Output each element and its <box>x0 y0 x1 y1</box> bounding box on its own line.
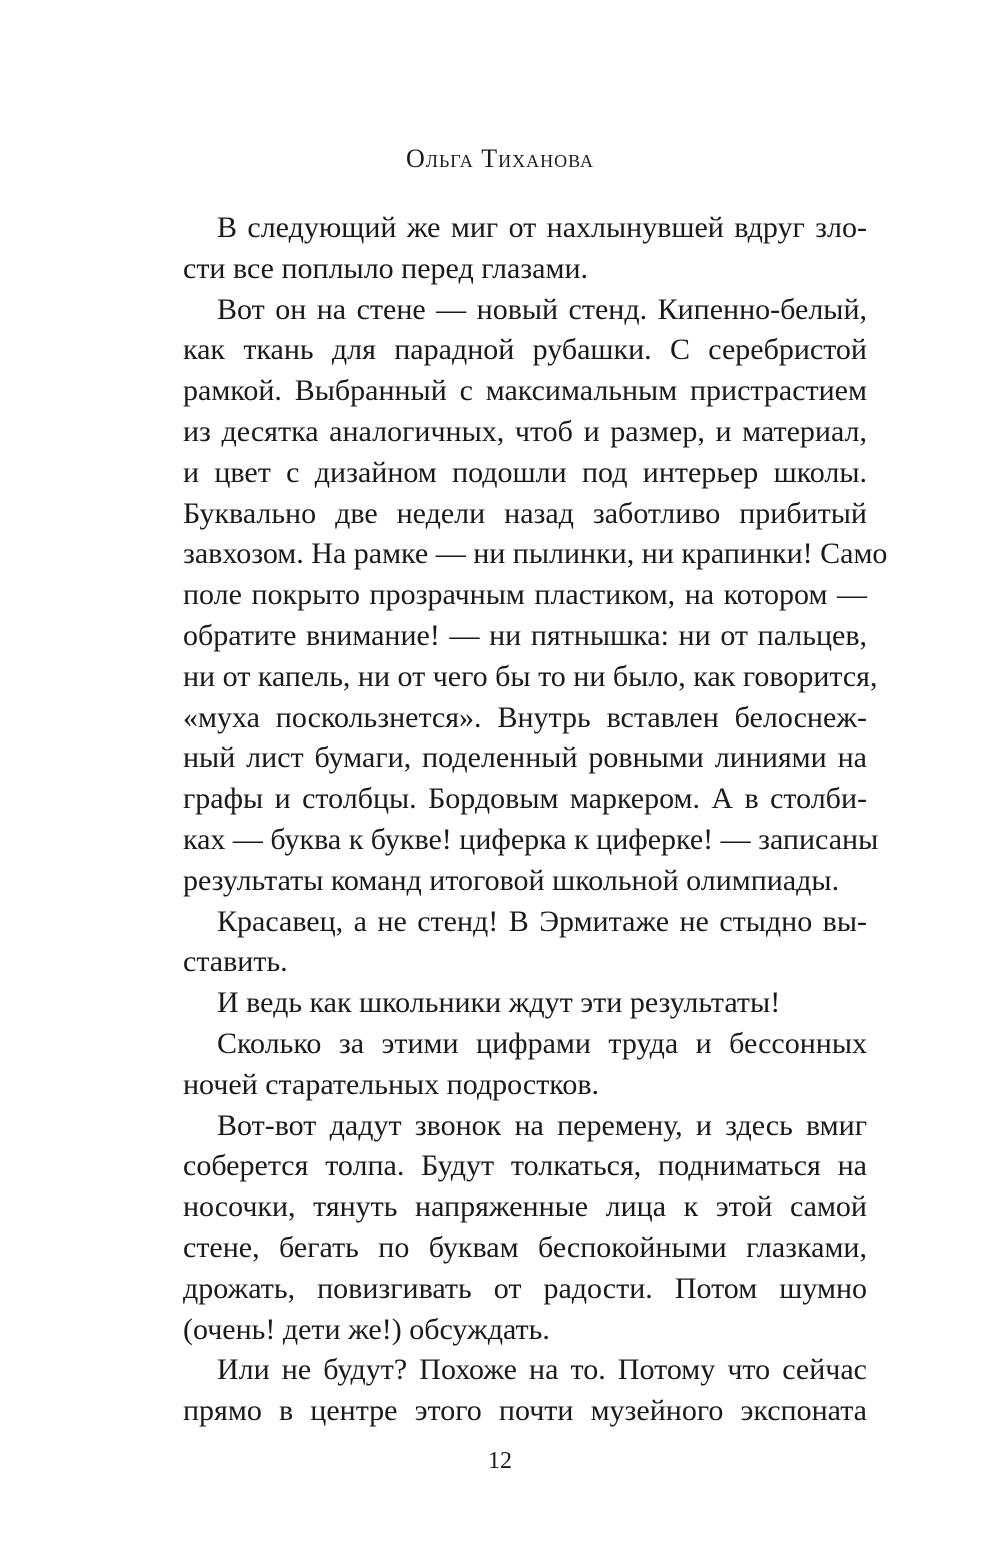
text-line: сти все поплыло перед глазами. <box>183 251 588 285</box>
page-number: 12 <box>488 1448 512 1474</box>
text-line: «муха поскользнется». Внутрь вставлен белоснеж- <box>183 700 867 734</box>
text-line: ках — буква к букве! циферка к циферке! — записаны <box>183 822 879 856</box>
text-line: завхозом. На рамке — ни пылинки, ни крапинки! Само <box>183 537 888 571</box>
text-line: ставить. <box>183 945 288 979</box>
text-line: (очень! дети же!) обсуждать. <box>183 1312 550 1346</box>
text-line: Буквально две недели назад заботливо прибитый <box>183 496 867 530</box>
text-line: из десятка аналогичных, чтоб и размер, и материал, <box>183 414 867 448</box>
text-line: стене, бегать по буквам беспокойными глазками, <box>183 1230 867 1264</box>
text-line: обратите внимание! — ни пятнышка: ни от пальцев, <box>183 618 867 652</box>
text-line: Или не будут? Похоже на то. Потому что сейчас <box>217 1353 867 1387</box>
text-line: поле покрыто прозрачным пластиком, на котором — <box>183 578 867 612</box>
text-line: В следующий же миг от нахлынувшей вдруг зло- <box>217 211 867 244</box>
running-header: Ольга Тиханова <box>405 144 594 173</box>
text-line: результаты команд итоговой школьной олимпиады. <box>183 863 840 897</box>
text-line: дрожать, повизгивать от радости. Потом шумно <box>183 1271 867 1305</box>
text-line: рамкой. Выбранный с максимальным пристрастием <box>183 374 867 408</box>
text-line: и цвет с дизайном подошли под интерьер школы. <box>183 455 867 489</box>
text-line: ный лист бумаги, поделенный ровными линиями на <box>183 741 867 775</box>
text-line: графы и столбцы. Бордовым маркером. А в столби- <box>183 782 867 816</box>
text-line: Красавец, а не стенд! В Эрмитаже не стыдно вы- <box>217 904 867 938</box>
text-line: прямо в центре этого почти музейного экспоната <box>183 1394 867 1428</box>
text-line: Вот он на стене — новый стенд. Кипенно-белый, <box>217 292 867 326</box>
text-line: Вот-вот дадут звонок на перемену, и здесь вмиг <box>217 1108 867 1142</box>
text-line: ни от капель, ни от чего бы то ни было, как говорится, <box>183 659 878 693</box>
text-line: Сколько за этими цифрами труда и бессонных <box>217 1026 867 1060</box>
text-line: как ткань для парадной рубашки. С серебристой <box>183 333 867 367</box>
text-line: соберется толпа. Будут толкаться, подниматься на <box>183 1149 867 1183</box>
text-line: И ведь как школьники ждут эти результаты! <box>217 986 781 1020</box>
body-text <box>183 208 888 1432</box>
text-line: носочки, тянуть напряженные лица к этой самой <box>183 1190 867 1224</box>
text-line: ночей старательных подростков. <box>183 1067 600 1101</box>
